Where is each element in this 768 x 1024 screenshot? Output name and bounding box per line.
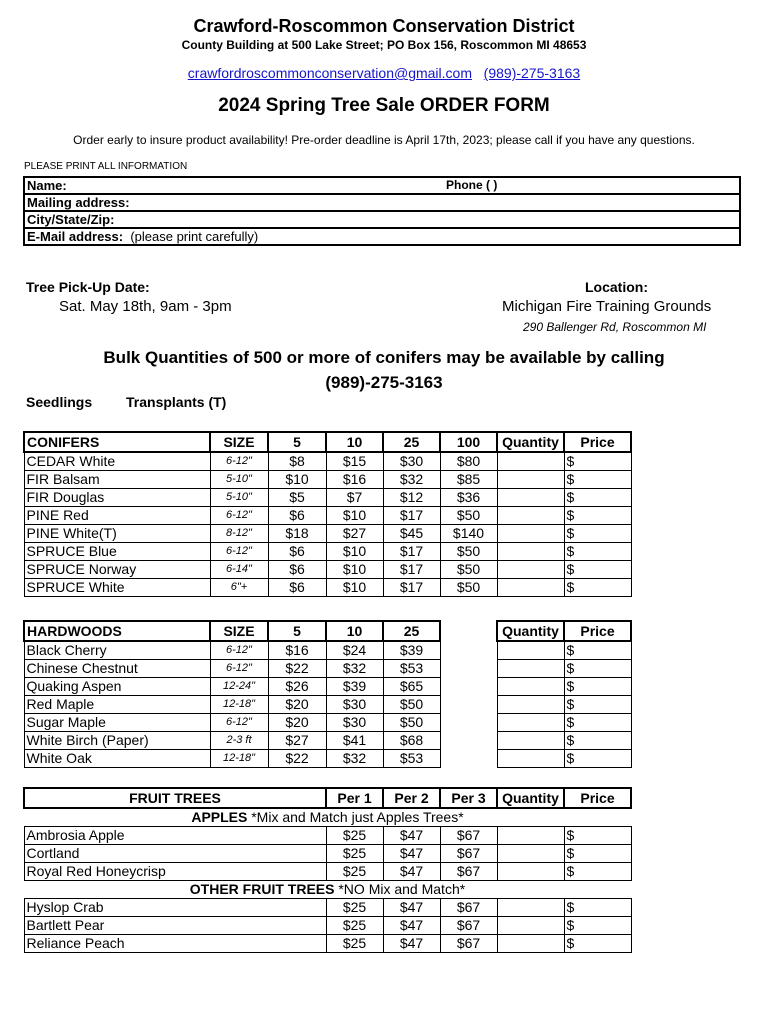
fruit-trees-table bbox=[23, 787, 632, 953]
header-cell: Per 3 bbox=[440, 788, 497, 808]
price-25: $17 bbox=[383, 507, 440, 525]
price-input[interactable]: $ bbox=[564, 696, 631, 714]
location-label: Location: bbox=[585, 279, 648, 295]
fruit-row bbox=[24, 917, 631, 935]
quantity-input[interactable] bbox=[497, 935, 564, 953]
tree-name: SPRUCE Norway bbox=[24, 561, 210, 579]
price-per-2: $47 bbox=[383, 845, 440, 863]
quantity-input[interactable] bbox=[497, 863, 564, 881]
section-title: OTHER FRUIT TREES bbox=[189, 881, 335, 897]
header-cell: 10 bbox=[326, 621, 383, 641]
price-per-3: $67 bbox=[440, 827, 497, 845]
price-5: $10 bbox=[268, 471, 326, 489]
tree-size: 12-24" bbox=[210, 678, 268, 696]
header-cell: 100 bbox=[440, 432, 497, 452]
quantity-input[interactable] bbox=[497, 641, 564, 660]
pickup-date-label: Tree Pick-Up Date: bbox=[26, 279, 150, 295]
conifer-row bbox=[24, 561, 631, 579]
other-fruit-subheader bbox=[24, 881, 631, 899]
header-cell: 5 bbox=[268, 432, 326, 452]
tree-size: 12-18" bbox=[210, 696, 268, 714]
price-10: $32 bbox=[326, 750, 383, 768]
price-input[interactable]: $ bbox=[564, 917, 631, 935]
tree-size: 6-12" bbox=[210, 507, 268, 525]
price-100: $50 bbox=[440, 579, 497, 597]
price-input[interactable]: $ bbox=[564, 750, 631, 768]
tree-size: 6-12" bbox=[210, 543, 268, 561]
price-25: $50 bbox=[383, 714, 440, 732]
tree-name: Sugar Maple bbox=[24, 714, 210, 732]
price-100: $50 bbox=[440, 507, 497, 525]
deadline-note: Order early to insure product availability! Pre-order deadline is April 17th, 2023; please call if you have any questions. bbox=[73, 133, 695, 147]
price-5: $8 bbox=[268, 452, 326, 471]
quantity-input[interactable] bbox=[497, 827, 564, 845]
price-10: $16 bbox=[326, 471, 383, 489]
price-input[interactable]: $ bbox=[564, 827, 631, 845]
price-10: $10 bbox=[326, 507, 383, 525]
price-10: $30 bbox=[326, 696, 383, 714]
quantity-input[interactable] bbox=[497, 917, 564, 935]
tree-name: Reliance Peach bbox=[24, 935, 326, 953]
price-input[interactable]: $ bbox=[564, 845, 631, 863]
hardwood-row bbox=[24, 641, 631, 660]
price-per-3: $67 bbox=[440, 899, 497, 917]
price-per-2: $47 bbox=[383, 917, 440, 935]
print-instruction: PLEASE PRINT ALL INFORMATION bbox=[24, 161, 188, 172]
tree-size: 6-12" bbox=[210, 714, 268, 732]
price-5: $26 bbox=[268, 678, 326, 696]
hardwoods-table bbox=[23, 620, 632, 768]
price-per-3: $67 bbox=[440, 845, 497, 863]
tree-name: FIR Douglas bbox=[24, 489, 210, 507]
price-input[interactable]: $ bbox=[564, 507, 631, 525]
conifer-row bbox=[24, 525, 631, 543]
header-cell: HARDWOODS bbox=[24, 621, 210, 641]
price-100: $50 bbox=[440, 543, 497, 561]
price-per-2: $47 bbox=[383, 935, 440, 953]
header-cell: 25 bbox=[383, 432, 440, 452]
price-10: $10 bbox=[326, 543, 383, 561]
price-25: $50 bbox=[383, 696, 440, 714]
email-link[interactable]: crawfordroscommonconservation@gmail.com bbox=[187, 65, 472, 81]
mailing-label: Mailing address: bbox=[27, 195, 130, 210]
price-input[interactable]: $ bbox=[564, 525, 631, 543]
price-25: $17 bbox=[383, 561, 440, 579]
hardwoods-header bbox=[24, 621, 631, 641]
quantity-input[interactable] bbox=[497, 660, 564, 678]
price-5: $27 bbox=[268, 732, 326, 750]
price-25: $53 bbox=[383, 660, 440, 678]
tree-size: 6-14" bbox=[210, 561, 268, 579]
tree-name: FIR Balsam bbox=[24, 471, 210, 489]
quantity-input[interactable] bbox=[497, 732, 564, 750]
price-100: $36 bbox=[440, 489, 497, 507]
hardwood-row bbox=[24, 750, 631, 768]
tree-size: 6-12" bbox=[210, 660, 268, 678]
price-10: $27 bbox=[326, 525, 383, 543]
location-address: 290 Ballenger Rd, Roscommon MI bbox=[523, 320, 707, 334]
price-input[interactable]: $ bbox=[564, 641, 631, 660]
price-5: $6 bbox=[268, 561, 326, 579]
city-label: City/State/Zip: bbox=[27, 212, 115, 227]
price-per-3: $67 bbox=[440, 935, 497, 953]
price-input[interactable]: $ bbox=[564, 678, 631, 696]
price-5: $18 bbox=[268, 525, 326, 543]
header-cell: 5 bbox=[268, 621, 326, 641]
header-cell: Quantity bbox=[497, 788, 564, 808]
header-cell: Quantity bbox=[497, 621, 564, 641]
price-10: $41 bbox=[326, 732, 383, 750]
header-cell: Per 2 bbox=[383, 788, 440, 808]
price-per-1: $25 bbox=[326, 917, 383, 935]
price-25: $17 bbox=[383, 543, 440, 561]
tree-name: CEDAR White bbox=[24, 452, 210, 471]
quantity-input[interactable] bbox=[497, 471, 564, 489]
tree-name: SPRUCE Blue bbox=[24, 543, 210, 561]
price-input[interactable]: $ bbox=[564, 489, 631, 507]
tree-size: 6-12" bbox=[210, 641, 268, 660]
price-input[interactable]: $ bbox=[564, 471, 631, 489]
conifer-row bbox=[24, 579, 631, 597]
price-5: $20 bbox=[268, 696, 326, 714]
tree-name: Ambrosia Apple bbox=[24, 827, 326, 845]
phone-link[interactable]: (989)-275-3163 bbox=[483, 65, 581, 81]
price-input[interactable]: $ bbox=[564, 660, 631, 678]
tree-name: Red Maple bbox=[24, 696, 210, 714]
price-per-3: $67 bbox=[440, 917, 497, 935]
price-100: $140 bbox=[440, 525, 497, 543]
quantity-input[interactable] bbox=[497, 543, 564, 561]
section-note: *NO Mix and Match* bbox=[338, 881, 466, 897]
section-note: *Mix and Match just Apples Trees* bbox=[251, 809, 464, 825]
tree-name: PINE Red bbox=[24, 507, 210, 525]
header-cell: Quantity bbox=[497, 432, 564, 452]
tree-name: Chinese Chestnut bbox=[24, 660, 210, 678]
price-100: $85 bbox=[440, 471, 497, 489]
price-10: $15 bbox=[326, 452, 383, 471]
tree-name: SPRUCE White bbox=[24, 579, 210, 597]
header-cell: 25 bbox=[383, 621, 440, 641]
price-per-1: $25 bbox=[326, 845, 383, 863]
conifers-header bbox=[24, 432, 631, 452]
fruit-header bbox=[24, 788, 631, 808]
price-25: $53 bbox=[383, 750, 440, 768]
price-per-1: $25 bbox=[326, 863, 383, 881]
price-5: $20 bbox=[268, 714, 326, 732]
price-10: $7 bbox=[326, 489, 383, 507]
price-per-1: $25 bbox=[326, 899, 383, 917]
tree-size: 8-12" bbox=[210, 525, 268, 543]
header-cell: Per 1 bbox=[326, 788, 383, 808]
apples-subheader bbox=[24, 808, 631, 827]
quantity-input[interactable] bbox=[497, 579, 564, 597]
customer-info-table bbox=[23, 176, 741, 246]
fruit-row bbox=[24, 863, 631, 881]
price-per-2: $47 bbox=[383, 827, 440, 845]
mailing-row[interactable] bbox=[24, 194, 740, 211]
tree-name: White Oak bbox=[24, 750, 210, 768]
form-title: 2024 Spring Tree Sale ORDER FORM bbox=[218, 95, 550, 116]
price-5: $6 bbox=[268, 543, 326, 561]
price-25: $32 bbox=[383, 471, 440, 489]
price-25: $12 bbox=[383, 489, 440, 507]
quantity-input[interactable] bbox=[497, 899, 564, 917]
location-name: Michigan Fire Training Grounds bbox=[502, 298, 712, 315]
tree-name: Royal Red Honeycrisp bbox=[24, 863, 326, 881]
organization-name: Crawford-Roscommon Conservation District bbox=[193, 16, 575, 36]
tree-size: 2-3 ft bbox=[210, 732, 268, 750]
price-5: $22 bbox=[268, 750, 326, 768]
tree-name: Bartlett Pear bbox=[24, 917, 326, 935]
tree-name: Cortland bbox=[24, 845, 326, 863]
email-row[interactable] bbox=[24, 228, 740, 245]
legend-seedlings: Seedlings bbox=[26, 394, 93, 410]
tree-size: 5-10" bbox=[210, 489, 268, 507]
price-10: $30 bbox=[326, 714, 383, 732]
header-cell: CONIFERS bbox=[24, 432, 210, 452]
conifer-row bbox=[24, 471, 631, 489]
price-10: $10 bbox=[326, 579, 383, 597]
price-input[interactable]: $ bbox=[564, 935, 631, 953]
price-25: $45 bbox=[383, 525, 440, 543]
quantity-input[interactable] bbox=[497, 489, 564, 507]
price-input[interactable]: $ bbox=[564, 543, 631, 561]
section-title: APPLES bbox=[191, 809, 248, 825]
price-input[interactable]: $ bbox=[564, 863, 631, 881]
spacer-cell bbox=[440, 641, 497, 660]
conifers-table bbox=[23, 431, 632, 597]
spacer-cell bbox=[440, 678, 497, 696]
spacer-cell bbox=[440, 696, 497, 714]
hardwood-row bbox=[24, 714, 631, 732]
spacer-cell bbox=[440, 732, 497, 750]
price-5: $22 bbox=[268, 660, 326, 678]
price-input[interactable]: $ bbox=[564, 452, 631, 471]
header-cell: Price bbox=[564, 432, 631, 452]
price-25: $65 bbox=[383, 678, 440, 696]
tree-name: Quaking Aspen bbox=[24, 678, 210, 696]
price-input[interactable]: $ bbox=[564, 714, 631, 732]
bulk-phone: (989)-275-3163 bbox=[325, 373, 443, 392]
spacer-cell bbox=[440, 750, 497, 768]
quantity-input[interactable] bbox=[497, 507, 564, 525]
price-100: $50 bbox=[440, 561, 497, 579]
price-10: $24 bbox=[326, 641, 383, 660]
pickup-date: Sat. May 18th, 9am - 3pm bbox=[59, 298, 232, 315]
price-10: $32 bbox=[326, 660, 383, 678]
tree-name: Hyslop Crab bbox=[24, 899, 326, 917]
tree-name: PINE White(T) bbox=[24, 525, 210, 543]
tree-size: 5-10" bbox=[210, 471, 268, 489]
hardwood-row bbox=[24, 696, 631, 714]
price-5: $5 bbox=[268, 489, 326, 507]
header-cell: Price bbox=[564, 621, 631, 641]
conifer-row bbox=[24, 452, 631, 471]
legend-transplants: Transplants (T) bbox=[126, 394, 227, 410]
price-25: $39 bbox=[383, 641, 440, 660]
price-per-3: $67 bbox=[440, 863, 497, 881]
quantity-input[interactable] bbox=[497, 452, 564, 471]
price-input[interactable]: $ bbox=[564, 579, 631, 597]
header-cell: Price bbox=[564, 788, 631, 808]
spacer-cell bbox=[440, 621, 497, 641]
quantity-input[interactable] bbox=[497, 750, 564, 768]
tree-size: 6-12" bbox=[210, 452, 268, 471]
city-row[interactable] bbox=[24, 211, 740, 228]
email-hint: (please print carefully) bbox=[130, 229, 259, 244]
header-cell: SIZE bbox=[210, 432, 268, 452]
price-5: $6 bbox=[268, 507, 326, 525]
price-10: $39 bbox=[326, 678, 383, 696]
tree-size: 12-18" bbox=[210, 750, 268, 768]
price-5: $6 bbox=[268, 579, 326, 597]
price-10: $10 bbox=[326, 561, 383, 579]
quantity-input[interactable] bbox=[497, 525, 564, 543]
header-cell: 10 bbox=[326, 432, 383, 452]
contact-line bbox=[0, 65, 768, 81]
price-25: $68 bbox=[383, 732, 440, 750]
conifer-row bbox=[24, 489, 631, 507]
hardwood-row bbox=[24, 732, 631, 750]
fruit-row bbox=[24, 827, 631, 845]
quantity-input[interactable] bbox=[497, 696, 564, 714]
email-label: E-Mail address: bbox=[27, 229, 124, 244]
fruit-row bbox=[24, 899, 631, 917]
apples-subheader-label bbox=[24, 808, 631, 827]
hardwood-row bbox=[24, 660, 631, 678]
fruit-row bbox=[24, 845, 631, 863]
quantity-input[interactable] bbox=[497, 845, 564, 863]
price-25: $17 bbox=[383, 579, 440, 597]
name-label: Name: bbox=[27, 178, 67, 193]
price-per-1: $25 bbox=[326, 827, 383, 845]
price-input[interactable]: $ bbox=[564, 899, 631, 917]
price-per-2: $47 bbox=[383, 863, 440, 881]
hardwood-row bbox=[24, 678, 631, 696]
quantity-input[interactable] bbox=[497, 678, 564, 696]
organization-address: County Building at 500 Lake Street; PO Box 156, Roscommon MI 48653 bbox=[181, 38, 587, 52]
conifer-row bbox=[24, 543, 631, 561]
header-cell: SIZE bbox=[210, 621, 268, 641]
price-input[interactable]: $ bbox=[564, 561, 631, 579]
other-fruit-subheader-label bbox=[24, 881, 631, 899]
price-per-1: $25 bbox=[326, 935, 383, 953]
price-25: $30 bbox=[383, 452, 440, 471]
price-5: $16 bbox=[268, 641, 326, 660]
header-cell: FRUIT TREES bbox=[24, 788, 326, 808]
price-per-2: $47 bbox=[383, 899, 440, 917]
name-row[interactable] bbox=[24, 177, 740, 194]
quantity-input[interactable] bbox=[497, 561, 564, 579]
tree-name: Black Cherry bbox=[24, 641, 210, 660]
fruit-row bbox=[24, 935, 631, 953]
conifer-row bbox=[24, 507, 631, 525]
spacer-cell bbox=[440, 714, 497, 732]
price-100: $80 bbox=[440, 452, 497, 471]
quantity-input[interactable] bbox=[497, 714, 564, 732]
bulk-note: Bulk Quantities of 500 or more of conifers may be available by calling bbox=[103, 348, 665, 367]
tree-size: 6"+ bbox=[210, 579, 268, 597]
price-input[interactable]: $ bbox=[564, 732, 631, 750]
phone-label: Phone ( ) bbox=[446, 178, 498, 192]
tree-name: White Birch (Paper) bbox=[24, 732, 210, 750]
spacer-cell bbox=[440, 660, 497, 678]
